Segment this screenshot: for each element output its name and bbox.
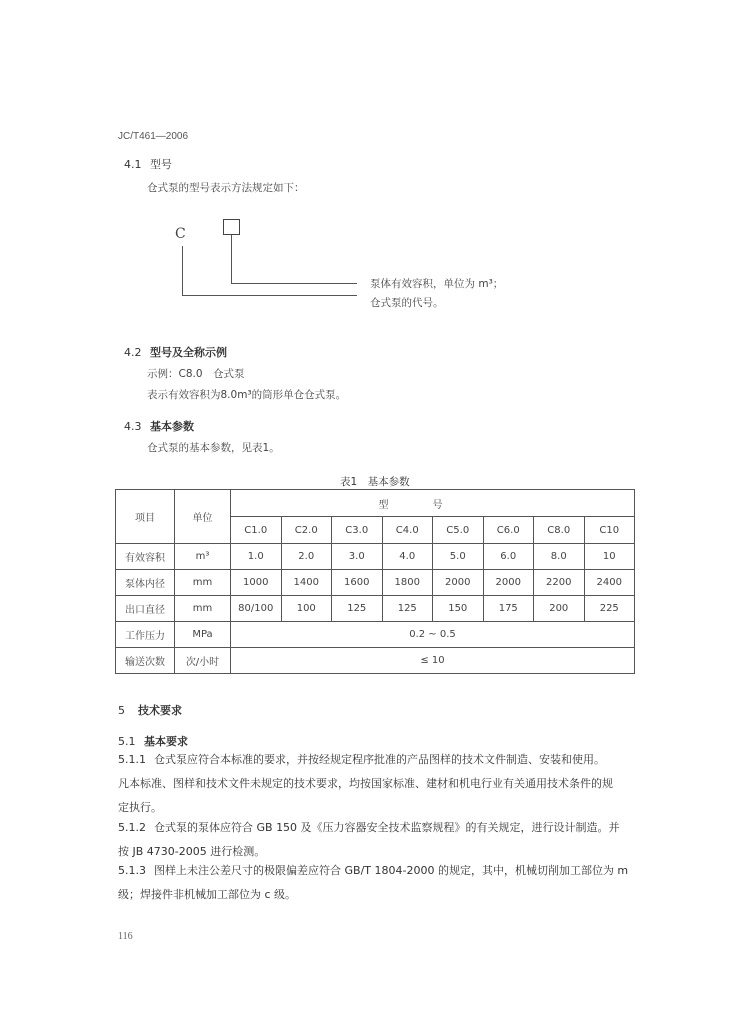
diagram-label-code: 仓式泵的代号。 <box>370 297 444 309</box>
section-number: 4.1 <box>124 158 142 171</box>
row-unit: m³ <box>175 544 231 570</box>
table-cell: 1000 <box>231 570 282 596</box>
table-row <box>116 570 635 596</box>
table-caption: 表1 基本参数 <box>340 476 410 488</box>
header-model <box>231 490 635 517</box>
table-cell: 2200 <box>534 570 585 596</box>
table-cell: 1600 <box>332 570 383 596</box>
clause-text: 级；焊接件非机械加工部位为 c 级。 <box>118 888 297 901</box>
section-5-1-heading <box>118 733 188 749</box>
row-name: 工作压力 <box>116 622 175 648</box>
clause-text: 图样上未注公差尺寸的极限偏差应符合 GB/T 1804-2000 的规定，其中，机械切削加工部位为 m <box>154 864 629 877</box>
section-title: 基本要求 <box>144 735 188 748</box>
table-cell: 1800 <box>382 570 433 596</box>
section-title: 型号 <box>150 158 172 171</box>
table-header-row <box>116 490 635 517</box>
table-cell: 2.0 <box>281 544 332 570</box>
table-row <box>116 596 635 622</box>
table-row <box>116 648 635 674</box>
row-name: 输送次数 <box>116 648 175 674</box>
row-name: 有效容积 <box>116 544 175 570</box>
clause-5-1-1 <box>118 748 638 820</box>
table-cell: 5.0 <box>433 544 484 570</box>
table-cell: 150 <box>433 596 484 622</box>
section-4-2-explanation: 表示有效容积为8.0m³的筒形单仓仓式泵。 <box>147 389 347 401</box>
diagram-leader-code-vertical <box>182 246 183 296</box>
section-number: 4.2 <box>124 346 142 359</box>
section-title: 基本参数 <box>150 420 194 433</box>
table-cell: 125 <box>332 596 383 622</box>
clause-5-1-3 <box>118 859 638 907</box>
clause-number: 5.1.1 <box>118 753 146 766</box>
model-cell: C2.0 <box>281 517 332 544</box>
section-number: 4.3 <box>124 420 142 433</box>
row-name: 出口直径 <box>116 596 175 622</box>
table-cell: 10 <box>584 544 635 570</box>
table-cell: 225 <box>584 596 635 622</box>
section-title: 型号及全称示例 <box>150 346 227 359</box>
diagram-code-letter: C <box>175 226 186 242</box>
model-cell: C8.0 <box>534 517 585 544</box>
section-4-2-example: 示例：C8.0 仓式泵 <box>147 368 245 380</box>
clause-5-1-2 <box>118 816 638 864</box>
table-cell: 200 <box>534 596 585 622</box>
clause-text: 按 JB 4730-2005 进行检测。 <box>118 845 266 858</box>
diagram-leader-volume-vertical <box>231 235 232 284</box>
model-cell: C4.0 <box>382 517 433 544</box>
clause-text: 凡本标准、图样和技术文件未规定的技术要求，均按国家标准、建材和机电行业有关通用技术条件的规 <box>118 777 613 790</box>
table-cell: 125 <box>382 596 433 622</box>
section-4-1-intro: 仓式泵的型号表示方法规定如下： <box>147 182 305 194</box>
table-cell: 0.2 ~ 0.5 <box>231 622 635 648</box>
table-row <box>116 544 635 570</box>
row-name: 泵体内径 <box>116 570 175 596</box>
section-number: 5 <box>118 704 125 717</box>
table-cell: 1.0 <box>231 544 282 570</box>
header-item: 项目 <box>116 490 175 544</box>
table-cell: 2000 <box>433 570 484 596</box>
header-unit: 单位 <box>175 490 231 544</box>
document-id: JC/T461—2006 <box>118 131 189 142</box>
row-unit: mm <box>175 596 231 622</box>
row-unit: mm <box>175 570 231 596</box>
table-cell: 8.0 <box>534 544 585 570</box>
clause-text: 仓式泵的泵体应符合 GB 150 及《压力容器安全技术监察规程》的有关规定，进行设计制造。并 <box>154 821 620 834</box>
page-number: 116 <box>118 931 133 942</box>
model-cell: C6.0 <box>483 517 534 544</box>
table-cell: 1400 <box>281 570 332 596</box>
diagram-leader-volume-horizontal <box>231 283 357 284</box>
diagram-leader-code-horizontal <box>182 295 357 296</box>
clause-number: 5.1.2 <box>118 821 146 834</box>
diagram-volume-box <box>223 219 240 235</box>
header-model-label: 型号 <box>378 499 487 511</box>
table-cell: 4.0 <box>382 544 433 570</box>
diagram-label-volume: 泵体有效容积，单位为 m³； <box>370 278 504 290</box>
table-row <box>116 622 635 648</box>
section-4-1-heading <box>124 156 172 172</box>
model-cell: C5.0 <box>433 517 484 544</box>
model-cell: C3.0 <box>332 517 383 544</box>
table-cell: 100 <box>281 596 332 622</box>
table-cell: 2000 <box>483 570 534 596</box>
table-cell: 3.0 <box>332 544 383 570</box>
table-cell: 80/100 <box>231 596 282 622</box>
model-cell: C1.0 <box>231 517 282 544</box>
clause-number: 5.1.3 <box>118 864 146 877</box>
table-cell: ≤ 10 <box>231 648 635 674</box>
section-4-2-heading <box>124 344 227 360</box>
model-cell: C10 <box>584 517 635 544</box>
section-4-3-heading <box>124 418 194 434</box>
row-unit: MPa <box>175 622 231 648</box>
basic-parameters-table <box>115 489 635 674</box>
table-cell: 6.0 <box>483 544 534 570</box>
section-title: 技术要求 <box>138 704 182 717</box>
table-cell: 175 <box>483 596 534 622</box>
table-cell: 2400 <box>584 570 635 596</box>
section-4-3-intro: 仓式泵的基本参数，见表1。 <box>147 442 280 454</box>
section-5-heading <box>118 702 182 718</box>
clause-text: 仓式泵应符合本标准的要求，并按经规定程序批准的产品图样的技术文件制造、安装和使用。 <box>154 753 605 766</box>
row-unit: 次/小时 <box>175 648 231 674</box>
clause-text: 定执行。 <box>118 801 162 814</box>
section-number: 5.1 <box>118 735 136 748</box>
